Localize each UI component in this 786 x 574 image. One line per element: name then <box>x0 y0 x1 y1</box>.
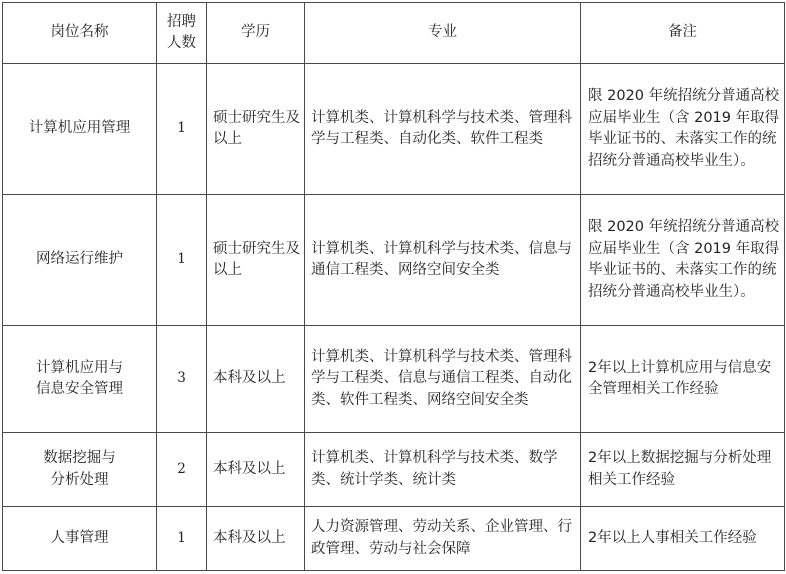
count-cell: 2 <box>157 433 207 507</box>
table-row <box>3 326 785 433</box>
position-cell <box>3 195 157 326</box>
position-label: 人事管理 <box>50 529 109 546</box>
header-major: 专业 <box>305 3 581 64</box>
education-cell: 硕士研究生及以上 <box>207 64 305 195</box>
position-label: 计算机应用管理 <box>28 120 131 137</box>
count-cell: 1 <box>157 195 207 326</box>
table-row <box>3 195 785 326</box>
major-cell: 计算机类、计算机科学与技术类、管理科学与工程类、信息与通信工程类、自动化类、软件工程类、网络空间安全类 <box>305 326 581 433</box>
header-row <box>3 3 785 64</box>
education-cell: 本科及以上 <box>207 433 305 507</box>
position-cell <box>3 507 157 571</box>
major-cell: 计算机类、计算机科学与技术类、信息与通信工程类、网络空间安全类 <box>305 195 581 326</box>
position-cell <box>3 64 157 195</box>
header-note: 备注 <box>581 3 785 64</box>
major-cell: 计算机类、计算机科学与技术类、数学类、统计学类、统计类 <box>305 433 581 507</box>
header-position: 岗位名称 <box>3 3 157 64</box>
major-cell: 人力资源管理、劳动关系、企业管理、行政管理、劳动与社会保障 <box>305 507 581 571</box>
header-count-label: 招聘人数 <box>167 13 196 51</box>
note-cell: 2年以上数据挖掘与分析处理相关工作经验 <box>581 433 785 507</box>
note-cell: 限 2020 年统招统分普通高校应届毕业生（含 2019 年取得毕业证书的、未落实工作的统招统分普通高校毕业生）。 <box>581 64 785 195</box>
header-count <box>157 3 207 64</box>
position-cell <box>3 433 157 507</box>
count-cell: 3 <box>157 326 207 433</box>
count-cell: 1 <box>157 64 207 195</box>
major-cell: 计算机类、计算机科学与技术类、管理科学与工程类、自动化类、软件工程类 <box>305 64 581 195</box>
education-cell: 本科及以上 <box>207 507 305 571</box>
position-label: 网络运行维护 <box>36 251 123 268</box>
recruitment-table <box>2 2 785 571</box>
position-label: 数据挖掘与分析处理 <box>43 450 116 488</box>
header-education: 学历 <box>207 3 305 64</box>
table-row <box>3 507 785 571</box>
table-row <box>3 433 785 507</box>
note-cell: 限 2020 年统招统分普通高校应届毕业生（含 2019 年取得毕业证书的、未落实工作的统招统分普通高校毕业生）。 <box>581 195 785 326</box>
count-cell: 1 <box>157 507 207 571</box>
note-cell: 2年以上计算机应用与信息安全管理相关工作经验 <box>581 326 785 433</box>
table-row <box>3 64 785 195</box>
note-cell: 2年以上人事相关工作经验 <box>581 507 785 571</box>
position-label: 计算机应用与信息安全管理 <box>36 359 123 397</box>
position-cell <box>3 326 157 433</box>
education-cell: 硕士研究生及以上 <box>207 195 305 326</box>
education-cell: 本科及以上 <box>207 326 305 433</box>
